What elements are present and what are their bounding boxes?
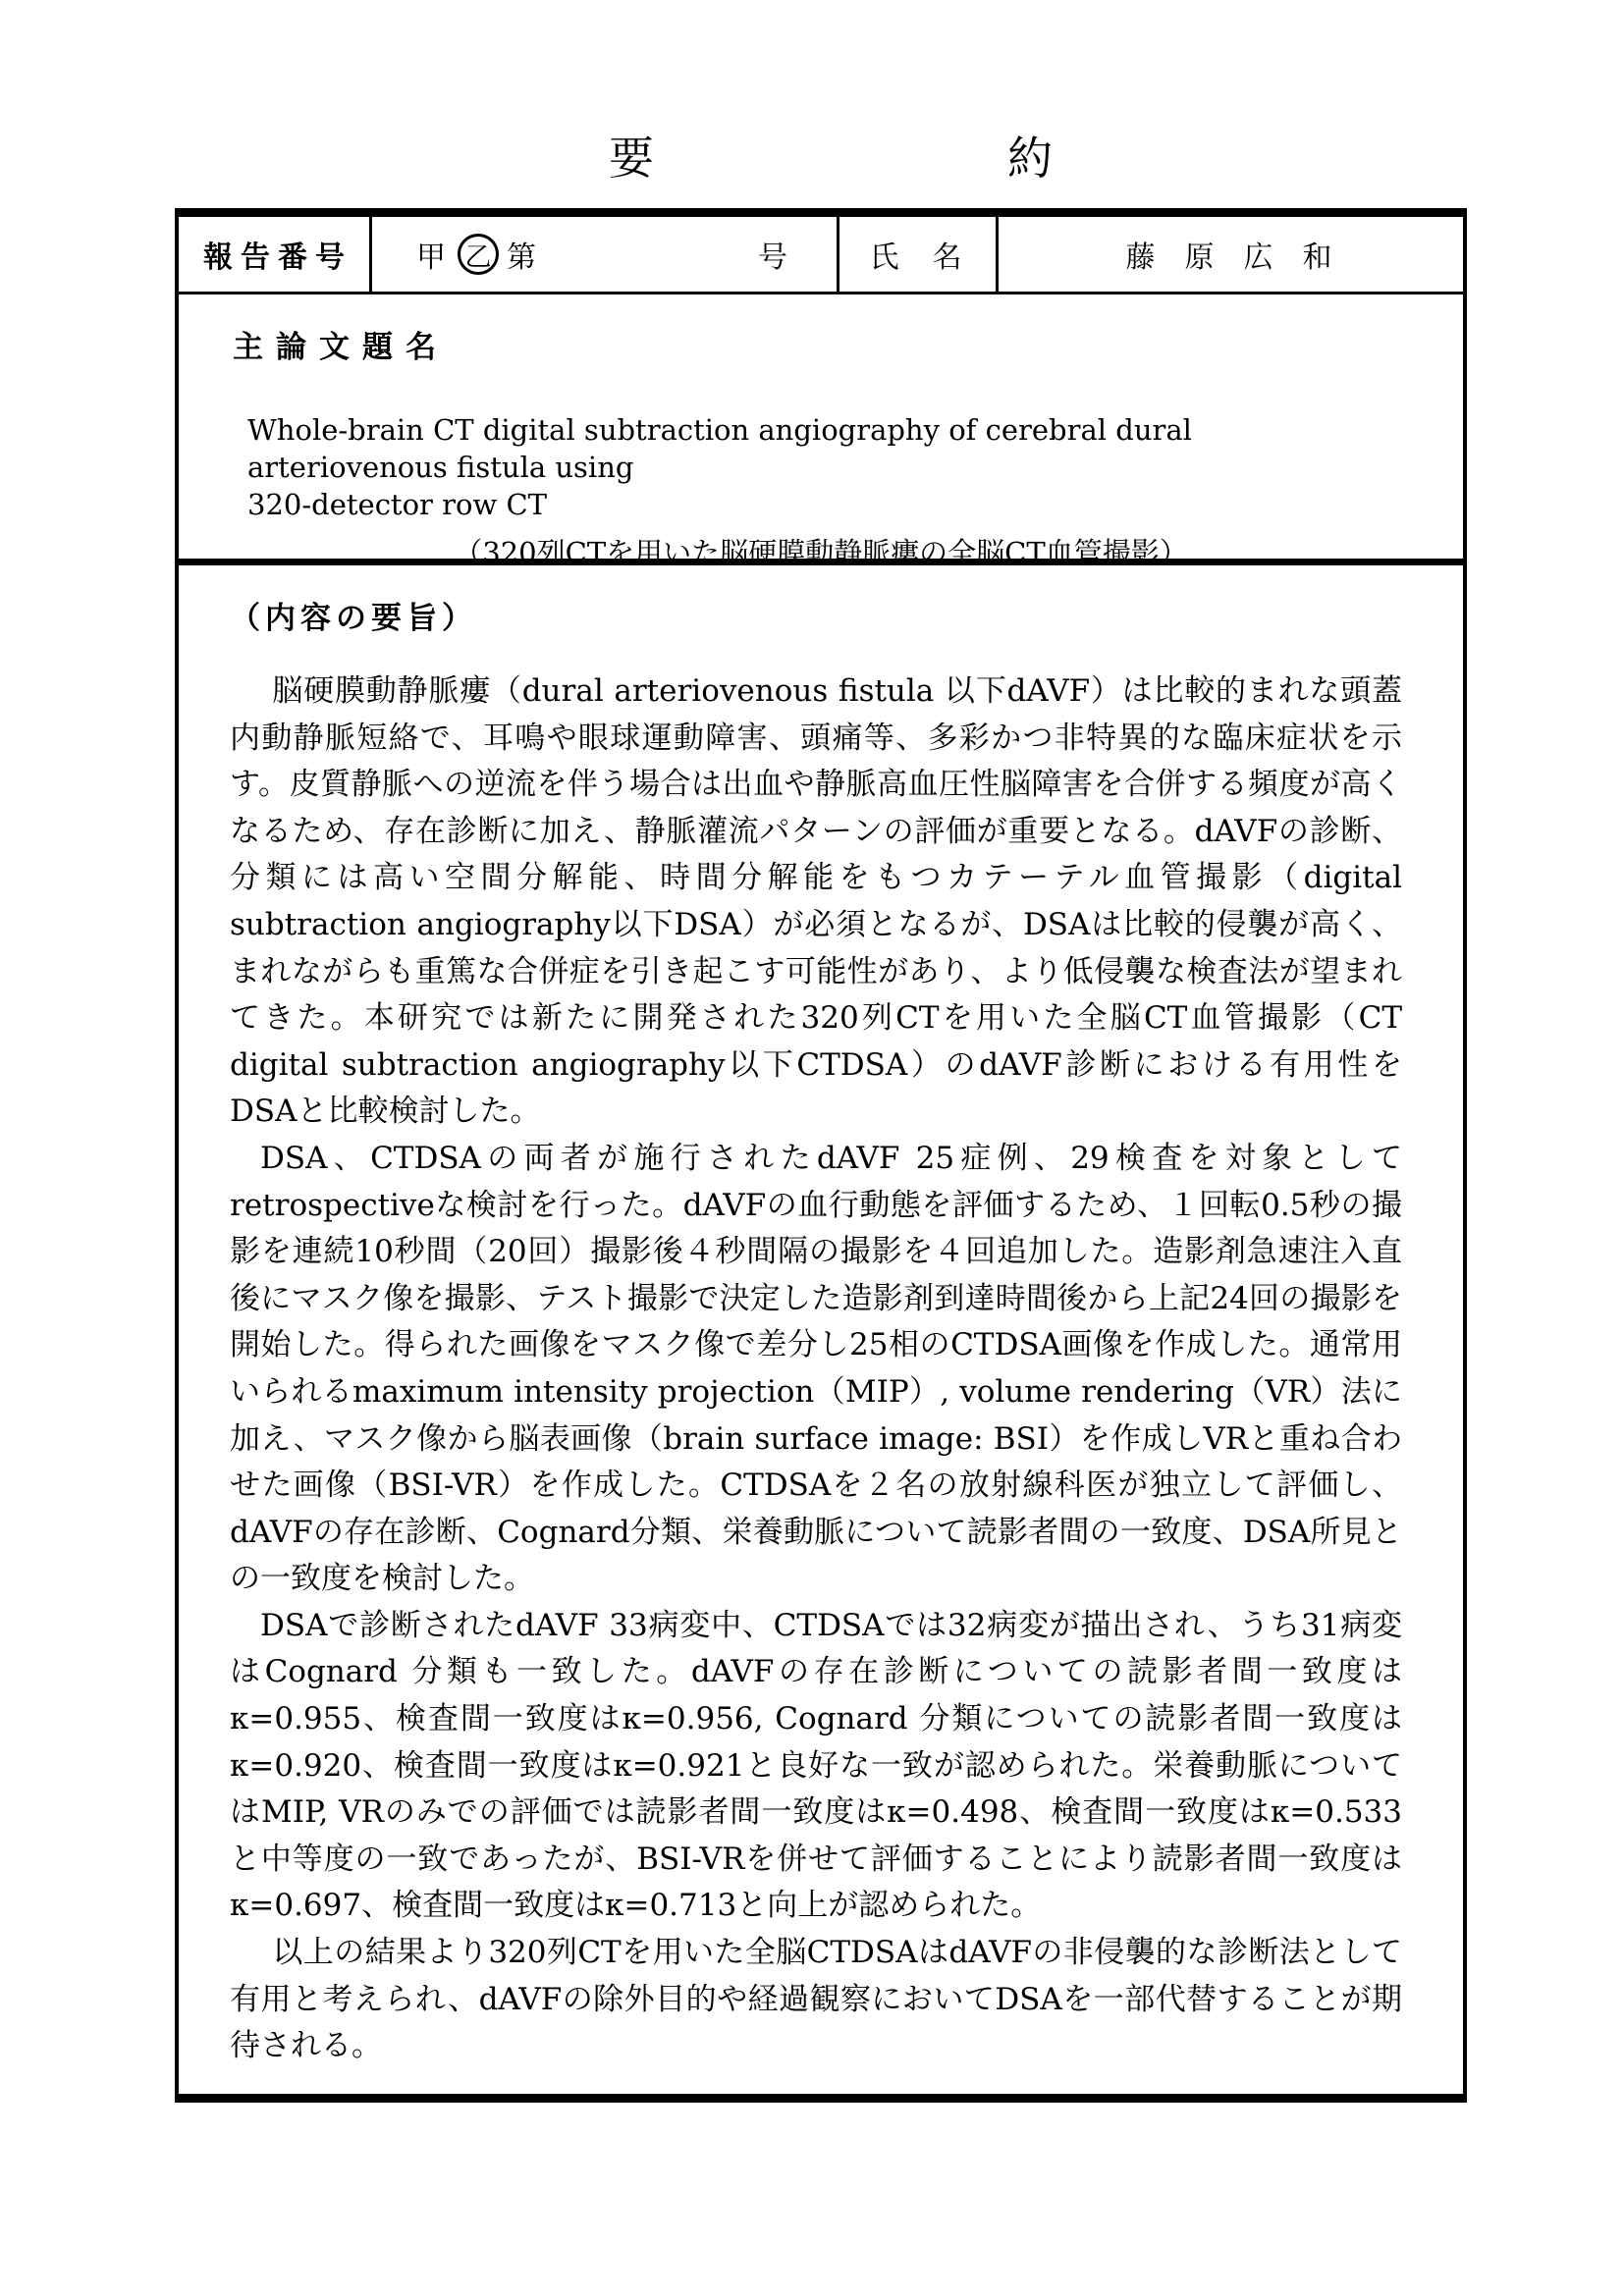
report-number-kou: 甲: [416, 240, 446, 275]
abstract-body: [230, 668, 1402, 2070]
thesis-title-english-line2: 320-detector row CT: [247, 488, 548, 521]
thesis-title-section: [179, 294, 1463, 569]
report-number-label: 報告番号: [179, 217, 372, 292]
report-number-go: 号: [758, 240, 787, 275]
header-row: [179, 217, 1463, 294]
name-label: 氏名: [839, 217, 999, 292]
thesis-title-section-label: 主論文題名: [233, 330, 449, 365]
thesis-title-japanese: （320列CTを用いた脳硬膜動静脈瘻の全脳CT血管撮影）: [454, 536, 1188, 569]
document-box: [175, 208, 1467, 2103]
name-value: 藤原広和: [1125, 240, 1362, 275]
report-number-otsu-circled: 乙: [458, 234, 499, 275]
abstract-section-label: （内容の要旨）: [230, 601, 477, 636]
abstract-section: [179, 565, 1463, 2094]
page-title-char-right: 約: [1007, 132, 1053, 185]
abstract-paragraph-1: 脳硬膜動静脈瘻（dural arteriovenous fistula 以下dAVF）は比較的まれな頭蓋内動静脈短絡で、耳鳴や眼球運動障害、頭痛等、多彩かつ非特異的な臨床症状を示す。皮質静脈への逆流を伴う場合は出血や静脈高血圧性脳障害を合併する頻度が高くなるため、存在診断に加え、静脈灌流パターンの評価が重要となる。dAVFの診断、分類には高い空間分解能、時間分解能をもつカテーテル血管撮影（digital subtraction angiography以下DSA）が必須となるが、DSAは比較的侵襲が高く、まれながらも重篤な合併症を引き起こす可能性があり、より低侵襲な検査法が望まれてきた。本研究では新たに開発された320列CTを用いた全脳CT血管撮影（CT digital subtraction angiography以下CTDSA）のdAVF診断における有用性をDSAと比較検討した。: [230, 673, 1402, 1130]
report-number-dai: 第: [507, 240, 536, 275]
page-title-char-left: 要: [609, 132, 654, 185]
abstract-paragraph-3: DSAで診断されたdAVF 33病変中、CTDSAでは32病変が描出され、うち31病変はCognard 分類も一致した。dAVFの存在診断についての読影者間一致度はκ=0.955、検査間一致度はκ=0.956, Cognard 分類についての読影者間一致度はκ=0.920、検査間一致度はκ=0.921と良好な一致が認められた。栄養動脈についてはMIP, VRのみでの評価では読影者間一致度はκ=0.498、検査間一致度はκ=0.533と中等度の一致であったが、BSI-VRを併せて評価することにより読影者間一致度はκ=0.697、検査間一致度はκ=0.713と向上が認められた。: [230, 1607, 1402, 1924]
abstract-paragraph-4: 以上の結果より320列CTを用いた全脳CTDSAはdAVFの非侵襲的な診断法として有用と考えられ、dAVFの除外目的や経過観察においてDSAを一部代替することが期待される。: [230, 1935, 1402, 2064]
thesis-title-english: [247, 411, 1380, 523]
abstract-paragraph-2: DSA、CTDSAの両者が施行されたdAVF 25症例、29検査を対象としてretrospectiveな検討を行った。dAVFの血行動態を評価するため、１回転0.5秒の撮影を連続10秒間（20回）撮影後４秒間隔の撮影を４回追加した。造影剤急速注入直後にマスク像を撮影、テスト撮影で決定した造影剤到達時間後から上記24回の撮影を開始した。得られた画像をマスク像で差分し25相のCTDSA画像を作成した。通常用いられるmaximum intensity projection（MIP）, volume rendering（VR）法に加え、マスク像から脳表画像（brain surface image: BSI）を作成しVRと重ね合わせた画像（BSI-VR）を作成した。CTDSAを２名の放射線科医が独立して評価し、dAVFの存在診断、Cognard分類、栄養動脈について読影者間の一致度、DSA所見との一致度を検討した。: [230, 1140, 1402, 1597]
page-title: [0, 132, 1624, 185]
thesis-title-english-line1: Whole-brain CT digital subtraction angiography of cerebral dural arteriovenous fistula using: [247, 413, 1192, 484]
report-number-field: [372, 217, 839, 292]
